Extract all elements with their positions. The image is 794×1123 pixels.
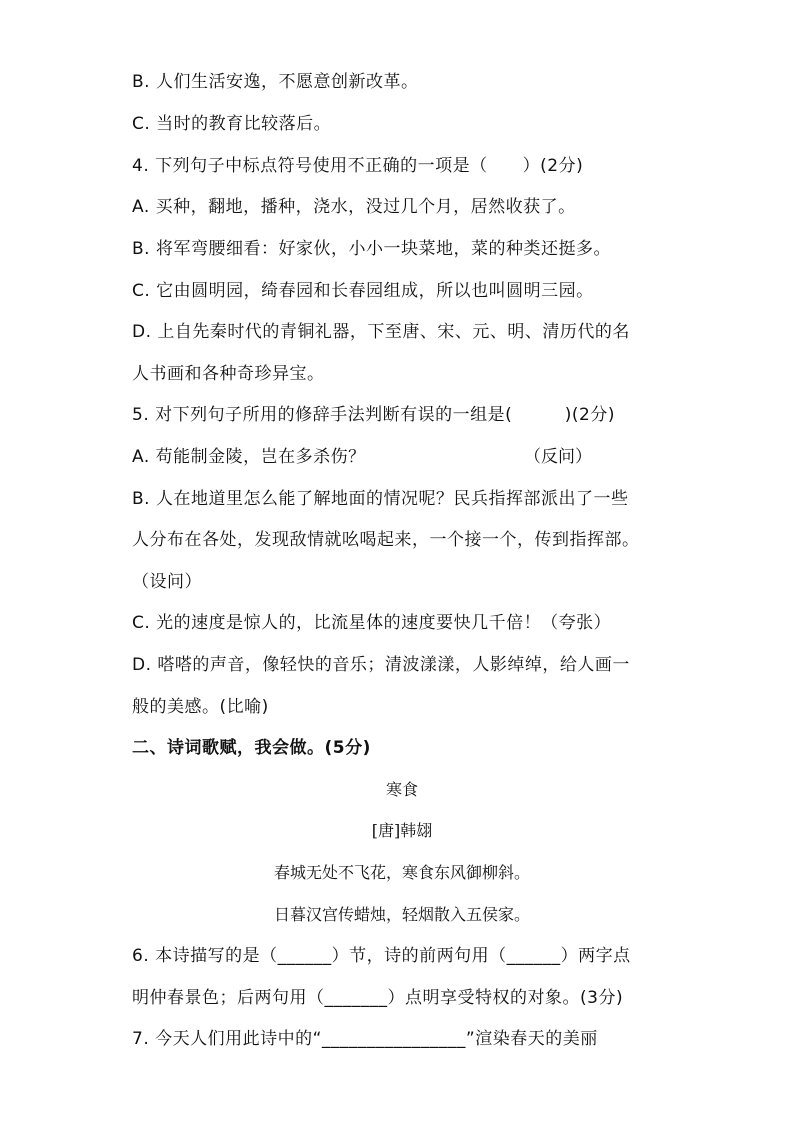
q4-option-a: A. 买种，翻地，播种，浇水，没过几个月，居然收获了。: [132, 197, 576, 217]
poem-title: 寒食: [385, 780, 418, 799]
q5-option-d-cont: 般的美感。(比喻): [132, 697, 269, 717]
q5-option-d: D. 嗒嗒的声音，像轻快的音乐；清波漾漾，人影绰绰，给人画一: [132, 655, 630, 675]
q7-stem: 7. 今天人们用此诗中的“________________”渲染春天的美丽: [132, 1029, 598, 1049]
poem-line-2: 日暮汉宫传蜡烛，轻烟散入五侯家。: [273, 905, 530, 924]
q5-option-c: C. 光的速度是惊人的，比流星体的速度要快几千倍！（夸张）: [132, 613, 612, 633]
q5-option-a-tag: （反问）: [524, 447, 592, 467]
q5-option-b-cont: 人分布在各处，发现敌情就吆喝起来，一个接一个，传到指挥部。: [132, 530, 640, 550]
q6-stem: 6. 本诗描写的是（______）节，诗的前两句用（______）两字点: [132, 946, 631, 966]
q6-stem-cont: 明仲春景色；后两句用（_______）点明享受特权的对象。(3分): [132, 988, 624, 1008]
q5-option-a: A. 苟能制金陵，岂在多杀伤？: [132, 447, 366, 467]
q5-option-b: B. 人在地道里怎么能了解地面的情况呢？民兵指挥部派出了一些: [132, 489, 629, 509]
q4-stem: 4. 下列句子中标点符号使用不正确的一项是（ ）(2分): [132, 156, 584, 176]
poem-line-1: 春城无处不飞花，寒食东风御柳斜。: [273, 863, 530, 882]
poem-author: [唐]韩翃: [371, 821, 433, 840]
q4-option-d-cont: 人书画和各种奇珍异宝。: [132, 364, 325, 384]
q5-option-b-tag: （设问）: [132, 572, 202, 592]
section-two-heading: 二、诗词歌赋，我会做。(5分): [132, 738, 371, 758]
q4-option-b: B. 将军弯腰细看：好家伙，小小一块菜地，菜的种类还挺多。: [132, 239, 611, 259]
q3-option-b: B. 人们生活安逸，不愿意创新改革。: [132, 72, 419, 92]
q4-option-d: D. 上自先秦时代的青铜礼器，下至唐、宋、元、明、清历代的名: [132, 322, 630, 342]
q4-option-c: C. 它由圆明园，绮春园和长春园组成，所以也叫圆明三园。: [132, 281, 594, 301]
q5-stem: 5. 对下列句子所用的修辞手法判断有误的一组是( )(2分): [132, 405, 615, 425]
q3-option-c: C. 当时的教育比较落后。: [132, 114, 332, 134]
